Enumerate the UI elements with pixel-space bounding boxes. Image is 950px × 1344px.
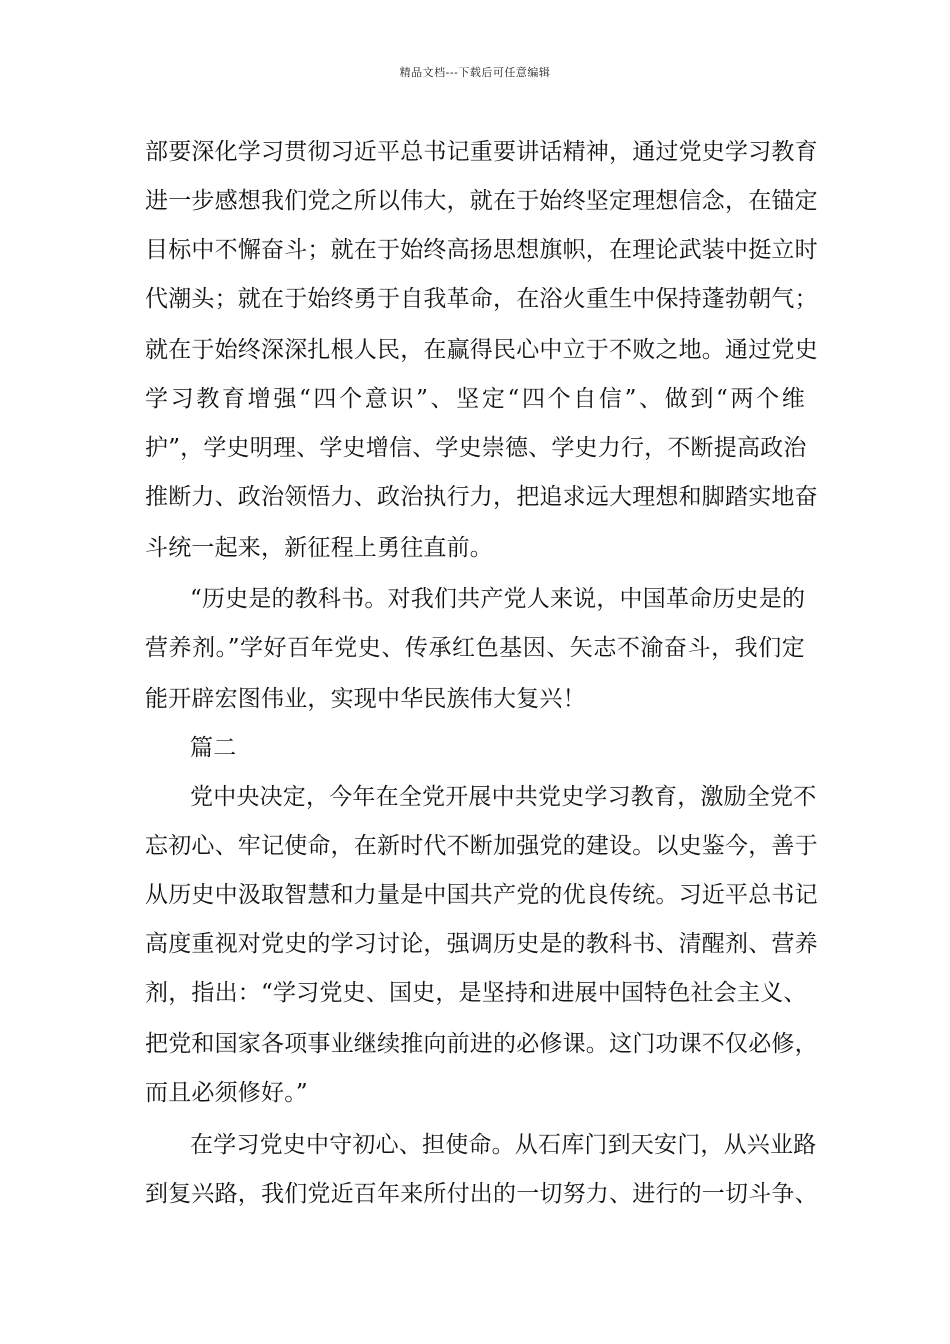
text-line: 把党和国家各项事业继续推向前进的必修课。这门功课不仅必修， [145,1031,818,1057]
section-heading: 篇二 [190,735,237,761]
text-line: 护”，学史明理、学史增信、学史崇德、学史力行，不断提高政治 [145,435,807,461]
paragraph-first-line: 党中央决定，今年在全党开展中共党史学习教育，激励全党不 [190,784,817,810]
text-line: 能开辟宏图伟业，实现中华民族伟大复兴！ [145,686,586,712]
text-line: 从历史中汲取智慧和力量是中国共产党的优良传统。习近平总书记 [145,882,818,908]
text-line: 剂，指出：“学习党史、国史，是坚持和进展中国特色社会主义、 [145,980,807,1006]
text-line: 代潮头；就在于始终勇于自我革命，在浴火重生中保持蓬勃朝气； [145,286,818,312]
text-line: 部要深化学习贯彻习近平总书记重要讲话精神，通过党史学习教育 [145,139,818,165]
text-line: 到复兴路，我们党近百年来所付出的一切努力、进行的一切斗争、 [145,1181,818,1207]
text-line: 进一步感想我们党之所以伟大，就在于始终坚定理想信念，在锚定 [145,188,818,214]
text-line: 目标中不懈奋斗；就在于始终高扬思想旗帜，在理论武装中挺立时 [145,237,818,263]
text-line: 营养剂。”学好百年党史、传承红色基因、矢志不渝奋斗，我们定 [145,635,805,661]
text-line: 斗统一起来，新征程上勇往直前。 [145,535,493,561]
text-line: 推断力、政治领悟力、政治执行力，把追求远大理想和脚踏实地奋 [145,484,818,510]
paragraph-first-line: “历史是的教科书。对我们共产党人来说，中国革命历史是的 [190,586,806,612]
text-line: 就在于始终深深扎根人民，在赢得民心中立于不败之地。通过党史 [145,337,818,363]
text-line: 学习教育增强“四个意识”、坚定“四个自信”、做到“两个维 [145,386,805,412]
text-line: 忘初心、牢记使命，在新时代不断加强党的建设。以史鉴今，善于 [145,833,818,859]
page-header: 精品文档---下载后可任意编辑 [399,66,551,79]
text-line: 而且必须修好。” [145,1080,308,1106]
text-line: 高度重视对党史的学习讨论，强调历史是的教科书、清醒剂、营养 [145,931,818,957]
paragraph-first-line: 在学习党史中守初心、担使命。从石库门到天安门，从兴业路 [190,1132,817,1158]
